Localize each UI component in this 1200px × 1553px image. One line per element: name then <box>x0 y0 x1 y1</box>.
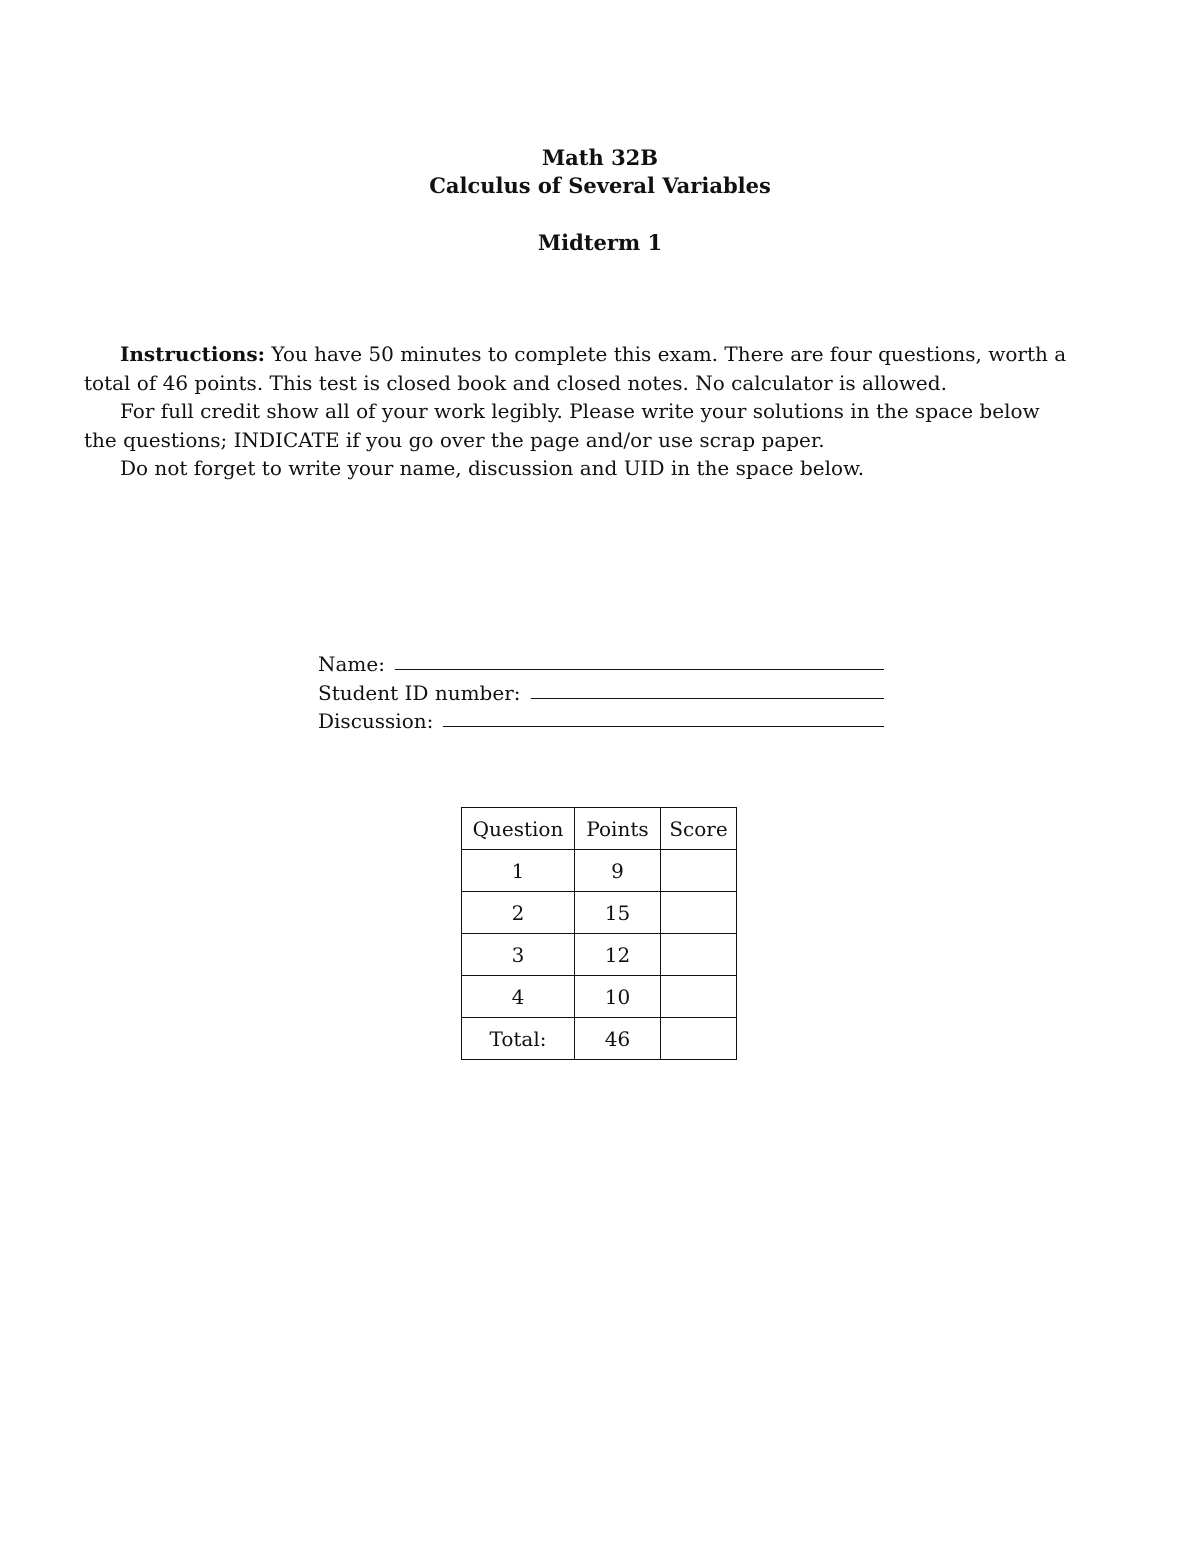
instructions-block <box>84 340 1074 483</box>
question-cell: 3 <box>462 934 575 976</box>
discussion-field[interactable] <box>318 705 884 733</box>
score-cell[interactable] <box>661 934 737 976</box>
course-subtitle: Calculus of Several Variables <box>429 173 771 198</box>
instructions-paragraph-3: Do not forget to write your name, discussion and UID in the space below. <box>120 456 865 480</box>
points-cell: 12 <box>575 934 661 976</box>
name-blank-line[interactable] <box>395 669 884 670</box>
discussion-label: Discussion: <box>318 709 434 733</box>
student-id-blank-line[interactable] <box>531 698 885 699</box>
instructions-label: Instructions: <box>120 342 266 366</box>
exam-title: Midterm 1 <box>537 230 663 255</box>
table-row <box>462 934 737 976</box>
score-cell[interactable] <box>661 892 737 934</box>
header-score: Score <box>661 808 737 850</box>
name-label: Name: <box>318 652 385 676</box>
question-cell: 4 <box>462 976 575 1018</box>
total-points-cell: 46 <box>575 1018 661 1060</box>
course-title: Math 32B <box>541 145 659 170</box>
points-cell: 15 <box>575 892 661 934</box>
header-question: Question <box>462 808 575 850</box>
question-cell: 1 <box>462 850 575 892</box>
question-cell: 2 <box>462 892 575 934</box>
student-id-label: Student ID number: <box>318 681 521 705</box>
score-cell[interactable] <box>661 976 737 1018</box>
table-row <box>462 976 737 1018</box>
student-id-field[interactable] <box>318 677 884 705</box>
score-cell[interactable] <box>661 850 737 892</box>
total-score-cell[interactable] <box>661 1018 737 1060</box>
discussion-blank-line[interactable] <box>443 726 884 727</box>
instructions-paragraph-2: For full credit show all of your work legibly. Please write your solutions in the space below the questions; INDICATE if you go over the page and/or use scrap paper. <box>84 399 1040 452</box>
points-cell: 10 <box>575 976 661 1018</box>
total-label-cell: Total: <box>462 1018 575 1060</box>
instructions-text-1: You have 50 minutes to complete this exam. There are four questions, worth a total of 46 points. This test is closed book and closed notes. No calculator is allowed. <box>84 342 1067 395</box>
name-field[interactable] <box>318 648 884 676</box>
header-points: Points <box>575 808 661 850</box>
instructions-paragraph-1 <box>84 340 1074 397</box>
score-table-header <box>462 808 737 850</box>
table-row <box>462 892 737 934</box>
table-row <box>462 850 737 892</box>
points-cell: 9 <box>575 850 661 892</box>
table-row-total <box>462 1018 737 1060</box>
score-table <box>461 807 737 1060</box>
